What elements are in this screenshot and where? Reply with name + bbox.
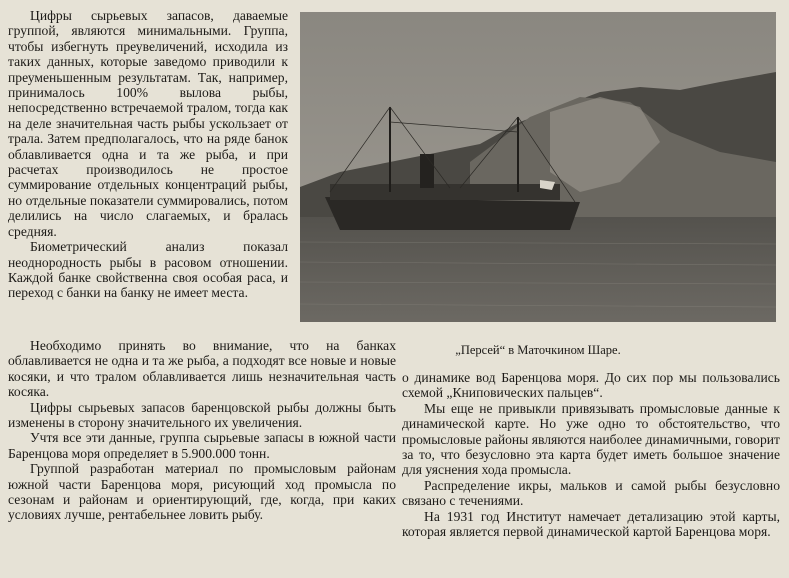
paragraph: Распределение икры, мальков и самой рыбы безусловно связано с течениями. — [402, 477, 780, 509]
paragraph: Группой разработан материал по промысловым районам южной части Баренцова моря, рисующий ход промысла по сезонам и районам и ориентирующий, где, когда, при каких условиях лучше, рентабельнее ловить рыбу. — [8, 461, 396, 523]
paragraph: Цифры сырьевых запасов, даваемые группой, являются минимальными. Группа, чтобы избегнуть преувеличений, исходила из таких данных, которые заведомо приводили к преуменьшенным результатам. Так, например, принималось 100% вылова рыбы, непосредственно встречаемой тралом, тогда как на деле значительная часть рыбы ускользает от трала. Затем предполагалось, что на ряде банок облавливается одна и та же рыба, и при расчетах производилось не простое суммирование отдельных концентраций рыбы, но отдельные показатели суммировались, потом делились на число слагаемых, и бралась средняя. — [8, 8, 288, 239]
paragraph: о динамике вод Баренцова моря. До сих пор мы пользовались схемой „Книповических пальцев“. — [402, 370, 780, 401]
ship-illustration — [300, 12, 776, 322]
photo-caption: „Персей“ в Маточкином Шаре. — [455, 343, 621, 357]
paragraph: Биометрический анализ показал неоднородность рыбы в расовом отношении. Каждой банке свойственна своя особая раса, и переход с банки на банку не имеет места. — [8, 239, 288, 301]
paragraph: Учтя все эти данные, группа сырьевые запасы в южной части Баренцова моря определяет в 5.900.000 тонн. — [8, 430, 396, 461]
paragraph: Необходимо принять во внимание, что на банках облавливается не одна и та же рыба, а подходят все новые и новые косяки, и что тралом облавливается лишь незначительная часть косяка. — [8, 338, 396, 400]
paragraph: На 1931 год Институт намечает детализацию этой карты, которая является первой динамической картой Баренцова моря. — [402, 508, 780, 540]
paragraph: Цифры сырьевых запасов баренцовской рыбы должны быть изменены в сторону значительного их увеличения. — [8, 399, 396, 431]
left-column-top — [8, 8, 288, 301]
left-column-wide — [8, 338, 396, 523]
right-column — [402, 370, 780, 539]
ship-photo — [300, 12, 776, 322]
paragraph: Мы еще не привыкли привязывать промысловые данные к динамической карте. Но уже одно то обстоятельство, что промысловые районы являются наиболее динамичными, говорит за то, что безусловно эта карта будет иметь большое значение для уяснения хода промысла. — [402, 400, 780, 478]
